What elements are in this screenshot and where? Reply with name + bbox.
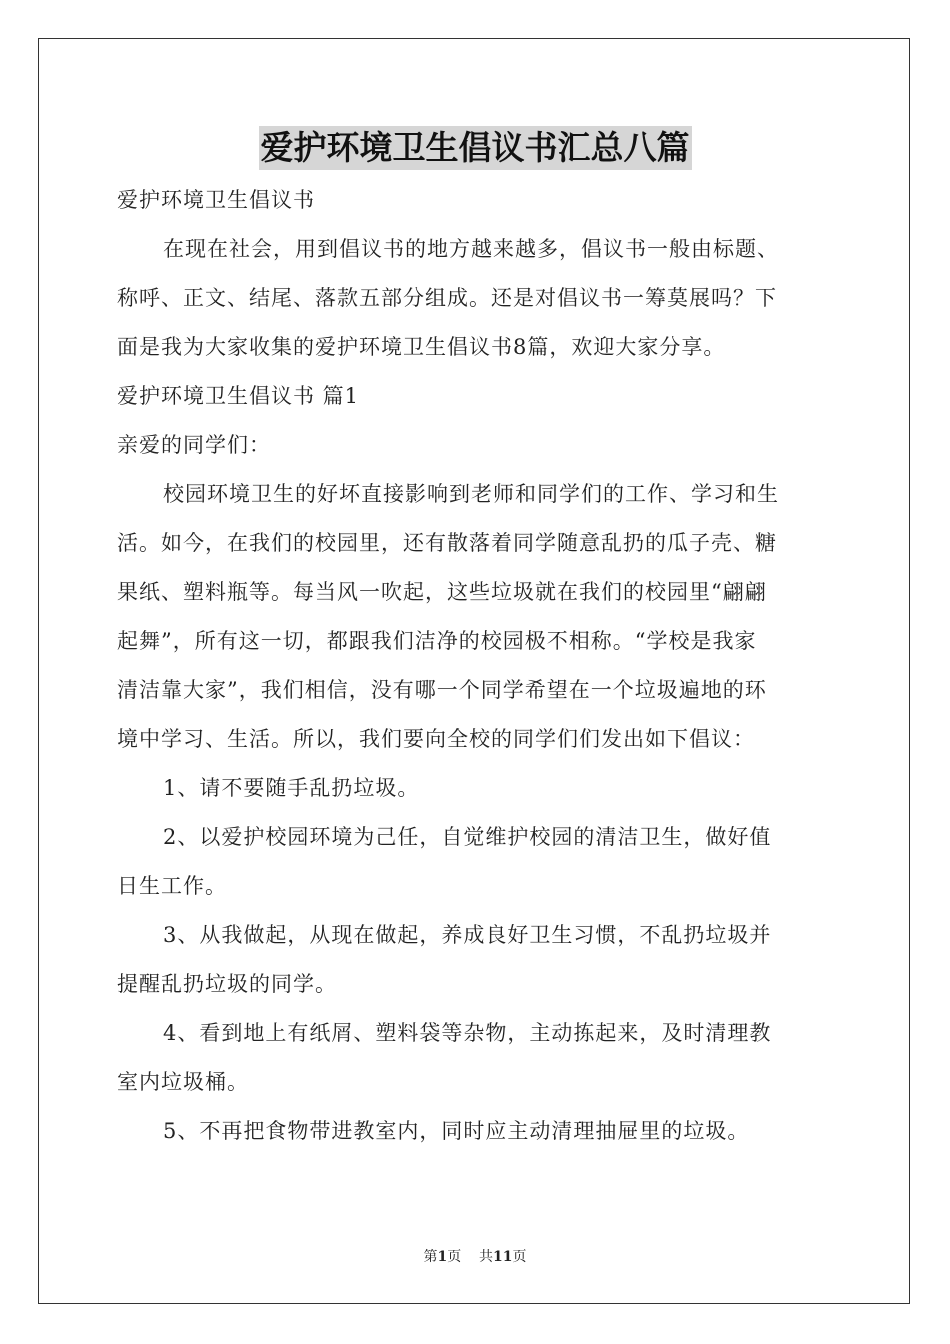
text-line: 清洁靠大家”，我们相信，没有哪一个同学希望在一个垃圾遍地的环 <box>117 678 767 702</box>
text-line: 亲爱的同学们： <box>117 433 271 457</box>
text-line: 称呼、正文、结尾、落款五部分组成。还是对倡议书一筹莫展吗？下 <box>117 286 777 310</box>
text-line: 校园环境卫生的好坏直接影响到老师和同学们的工作、学习和生 <box>163 482 779 506</box>
text-line: 1、请不要随手乱扔垃圾。 <box>163 776 420 800</box>
text-line: 5、不再把食物带进教室内，同时应主动清理抽屉里的垃圾。 <box>163 1119 750 1143</box>
text-line: 面是我为大家收集的爱护环境卫生倡议书8篇，欢迎大家分享。 <box>117 335 726 359</box>
text-line: 起舞”，所有这一切，都跟我们洁净的校园极不相称。“学校是我家 <box>117 629 757 653</box>
footer-page-number: 1 <box>437 1249 448 1265</box>
text-line: 爱护环境卫生倡议书 篇1 <box>117 384 360 408</box>
text-line: 境中学习、生活。所以，我们要向全校的同学们们发出如下倡议： <box>117 727 755 751</box>
footer-page-suffix: 页 <box>447 1249 462 1265</box>
footer-page-prefix: 第 <box>423 1249 438 1265</box>
text-line: 果纸、塑料瓶等。每当风一吹起，这些垃圾就在我们的校园里“翩翩 <box>117 580 767 604</box>
text-line: 室内垃圾桶。 <box>117 1070 249 1094</box>
text-line: 4、看到地上有纸屑、塑料袋等杂物，主动拣起来，及时清理教 <box>163 1021 772 1045</box>
text-line: 活。如今，在我们的校园里，还有散落着同学随意乱扔的瓜子壳、糖 <box>117 531 777 555</box>
text-line: 爱护环境卫生倡议书 <box>117 188 315 212</box>
page-footer <box>0 1246 950 1266</box>
footer-total-suffix: 页 <box>512 1249 527 1265</box>
footer-total-pages: 11 <box>493 1249 513 1265</box>
text-line: 提醒乱扔垃圾的同学。 <box>117 972 337 996</box>
footer-total-prefix: 共 <box>479 1249 494 1265</box>
title-container <box>0 126 950 170</box>
text-line: 在现在社会，用到倡议书的地方越来越多，倡议书一般由标题、 <box>163 237 779 261</box>
text-line: 3、从我做起，从现在做起，养成良好卫生习惯，不乱扔垃圾并 <box>163 923 772 947</box>
text-line: 日生工作。 <box>117 874 227 898</box>
document-body <box>117 176 837 1156</box>
text-line: 2、以爱护校园环境为己任，自觉维护校园的清洁卫生，做好值 <box>163 825 772 849</box>
document-title: 爱护环境卫生倡议书汇总八篇 <box>259 126 692 170</box>
